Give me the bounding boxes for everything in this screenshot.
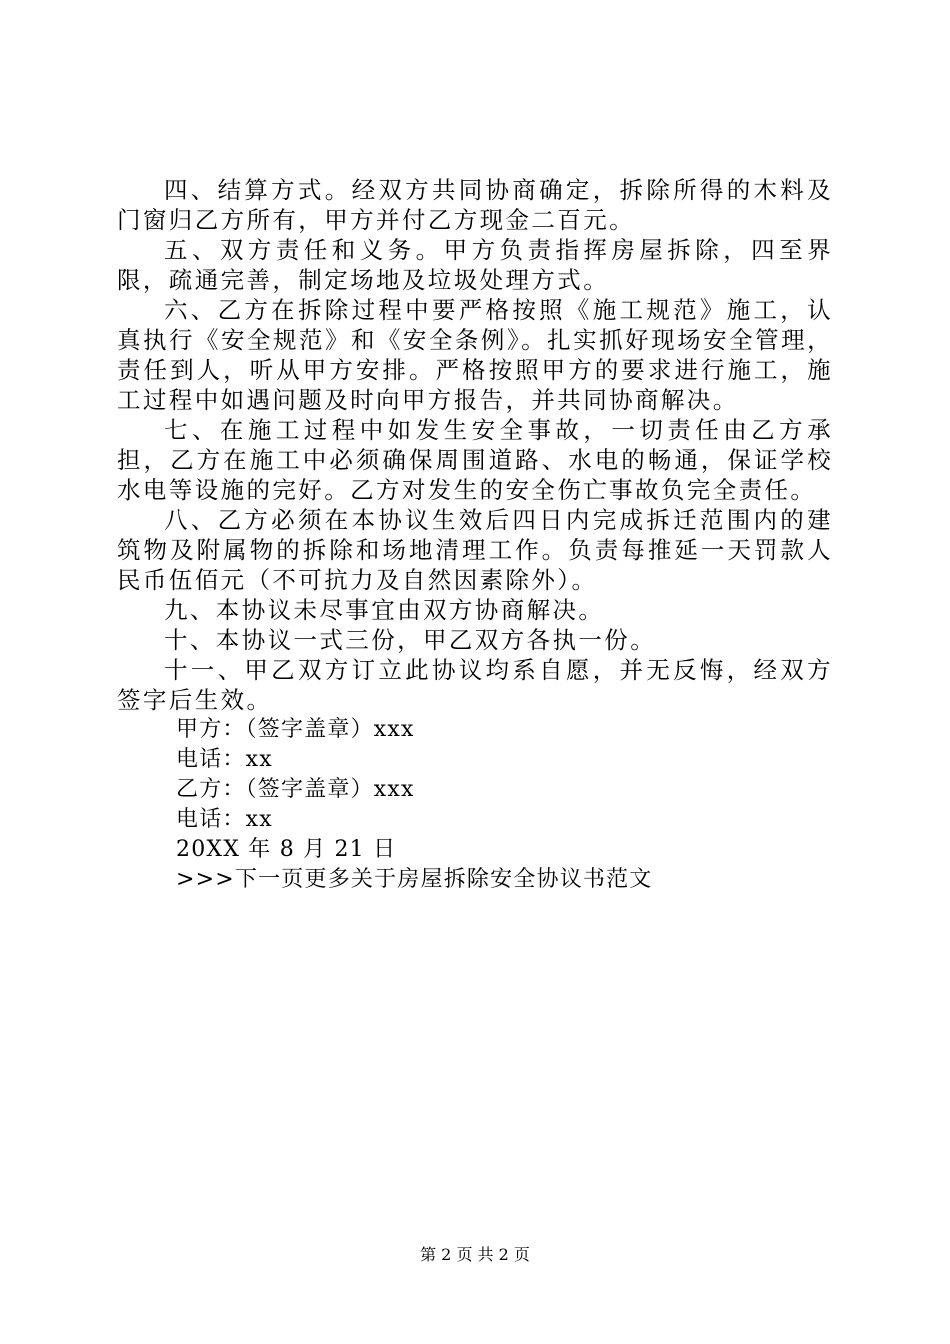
clause-copies: 十、本协议一式三份，甲乙双方各执一份。 [164, 626, 657, 654]
party-a-phone: 电话：xx [176, 747, 273, 772]
signing-date: 20XX 年 8 月 21 日 [176, 837, 397, 862]
party-a-signature: 甲方：（签字盖章）xxx [176, 717, 415, 742]
clause-effectiveness: 十一、甲乙双方订立此协议均系自愿，并无反悔，经双方签字后生效。 [117, 656, 833, 714]
party-b-signature: 乙方：（签字盖章）xxx [176, 777, 415, 802]
clause-construction-norms: 六、乙方在拆除过程中要严格按照《施工规范》施工，认真执行《安全规范》和《安全条例》。扎实抓好现场安全管理，责任到人，听从甲方安排。严格按照甲方的要求进行施工，施工过程中如遇问题及时向甲方报告，并共同协商解决。 [117, 296, 833, 414]
page-footer: 第 2 页 共 2 页 [420, 1245, 530, 1264]
clause-unresolved-matters: 九、本协议未尽事宜由双方协商解决。 [164, 596, 605, 624]
party-b-phone: 电话：xx [176, 807, 273, 832]
clause-responsibilities: 五、双方责任和义务。甲方负责指挥房屋拆除，四至界限，疏通完善，制定场地及垃圾处理方式。 [117, 236, 833, 294]
clause-safety-accident: 七、在施工过程中如发生安全事故，一切责任由乙方承担，乙方在施工中必须确保周围道路、水电的畅通，保证学校水电等设施的完好。乙方对发生的安全伤亡事故负完全责任。 [117, 416, 833, 504]
document-body [117, 175, 833, 895]
clause-deadline: 八、乙方必须在本协议生效后四日内完成拆迁范围内的建筑物及附属物的拆除和场地清理工作。负责每推延一天罚款人民币伍佰元（不可抗力及自然因素除外）。 [117, 506, 833, 594]
more-link[interactable]: >>>下一页更多关于房屋拆除安全协议书范文 [176, 867, 653, 892]
clause-settlement: 四、结算方式。经双方共同协商确定，拆除所得的木料及门窗归乙方所有，甲方并付乙方现金二百元。 [117, 176, 833, 234]
